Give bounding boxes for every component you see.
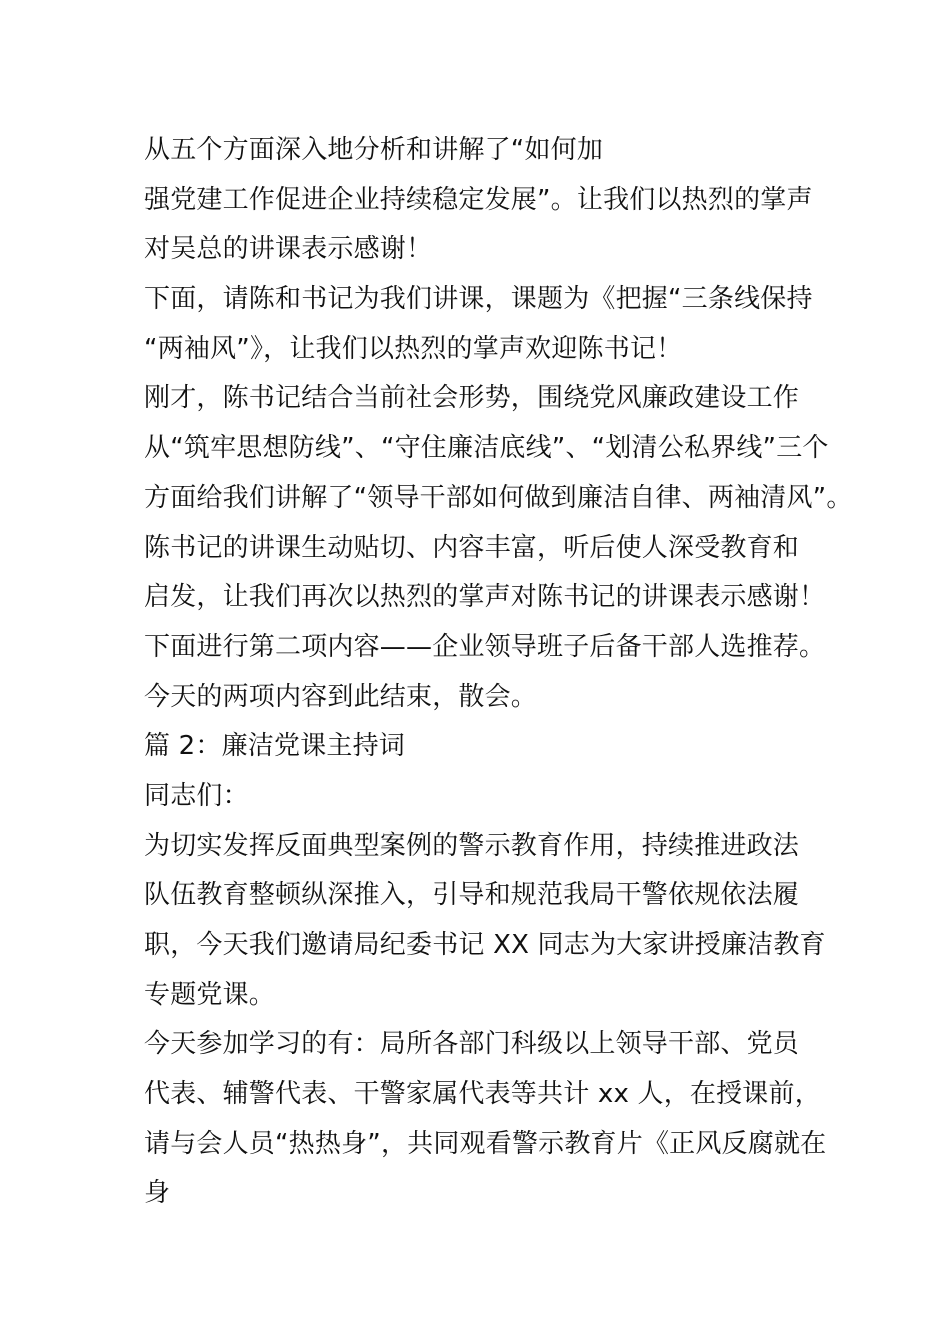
text-line: 身 bbox=[144, 1178, 171, 1209]
salutation: 同志们： bbox=[144, 780, 249, 811]
text-line: 今天的两项内容到此结束，散会。 bbox=[144, 681, 538, 712]
text-line: 下面进行第二项内容——企业领导班子后备干部人选推荐。 bbox=[144, 631, 826, 662]
text-line: 专题党课。 bbox=[144, 979, 276, 1010]
section-heading: 篇 2：廉洁党课主持词 bbox=[144, 731, 406, 762]
text-line: 强党建工作促进企业持续稳定发展”。让我们以热烈的掌声 bbox=[144, 184, 813, 215]
text-line: 代表、辅警代表、干警家属代表等共计 xx 人，在授课前， bbox=[144, 1079, 821, 1110]
text-line: 刚才，陈书记结合当前社会形势，围绕党风廉政建设工作 bbox=[144, 383, 800, 414]
text-line: 请与会人员“热热身”，共同观看警示教育片《正风反腐就在 bbox=[144, 1128, 827, 1159]
text-line: 陈书记的讲课生动贴切、内容丰富，听后使人深受教育和 bbox=[144, 532, 800, 563]
text-line: “两袖风”》，让我们以热烈的掌声欢迎陈书记！ bbox=[144, 333, 683, 364]
text-line: 下面，请陈和书记为我们讲课，课题为《把握“三条线保持 bbox=[144, 284, 813, 315]
text-line: 启发，让我们再次以热烈的掌声对陈书记的讲课表示感谢！ bbox=[144, 582, 826, 613]
text-line: 今天参加学习的有：局所各部门科级以上领导干部、党员 bbox=[144, 1029, 800, 1060]
text-line: 对吴总的讲课表示感谢！ bbox=[144, 234, 433, 265]
text-line: 为切实发挥反面典型案例的警示教育作用，持续推进政法 bbox=[144, 830, 800, 861]
document-body bbox=[144, 126, 924, 1219]
text-line: 从“筑牢思想防线”、“守住廉洁底线”、“划清公私界线”三个 bbox=[144, 433, 829, 464]
text-line: 方面给我们讲解了“领导干部如何做到廉洁自律、两袖清风”。 bbox=[144, 482, 853, 513]
text-line: 从五个方面深入地分析和讲解了“如何加 bbox=[144, 135, 604, 165]
text-line: 职，今天我们邀请局纪委书记 XX 同志为大家讲授廉洁教育 bbox=[144, 930, 826, 960]
text-line: 队伍教育整顿纵深推入，引导和规范我局干警依规依法履 bbox=[144, 880, 800, 911]
